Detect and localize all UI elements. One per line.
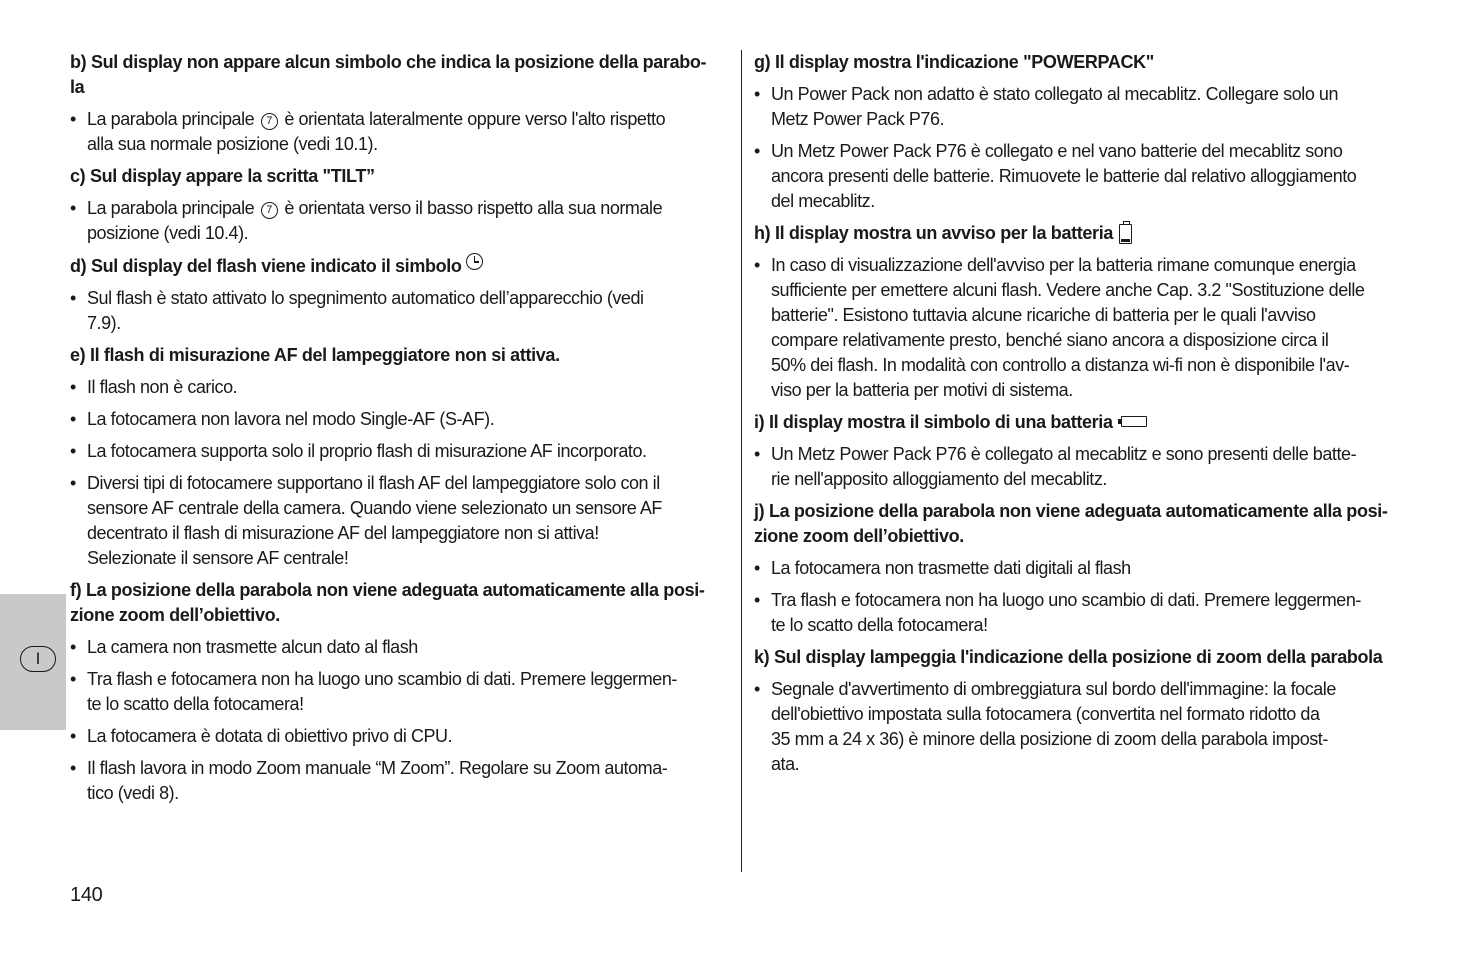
- left-column: [70, 50, 726, 813]
- text-line: sensore AF centrale della camera. Quando viene selezionato un sensore AF: [87, 498, 662, 518]
- text-line: Il flash lavora in modo Zoom manuale “M Zoom”. Regolare su Zoom automa-: [87, 758, 668, 778]
- column-divider: [741, 50, 742, 872]
- section-heading: [70, 343, 726, 368]
- text-line: La parabola principale 7 è orientata verso il basso rispetto alla sua normale: [87, 198, 663, 218]
- reference-number-icon: 7: [261, 113, 278, 130]
- text-line: g) Il display mostra l'indicazione "POWERPACK": [754, 52, 1154, 72]
- bullet: •: [70, 109, 76, 129]
- bullet: •: [70, 441, 76, 461]
- text-line: zione zoom dell’obiettivo.: [70, 605, 280, 625]
- text-line: Selezionate il sensore AF centrale!: [87, 548, 349, 568]
- text-line: te lo scatto della fotocamera!: [87, 694, 304, 714]
- text-line: e) Il flash di misurazione AF del lampeggiatore non si attiva.: [70, 345, 560, 365]
- text-line: zione zoom dell’obiettivo.: [754, 526, 964, 546]
- text-line: Un Metz Power Pack P76 è collegato e nel vano batterie del mecablitz sono: [771, 141, 1343, 161]
- text-line: alla sua normale posizione (vedi 10.1).: [87, 134, 378, 154]
- list-item: [754, 677, 1416, 777]
- list-item: [70, 407, 726, 432]
- text-line: Diversi tipi di fotocamere supportano il flash AF del lampeggiatore solo con il: [87, 473, 660, 493]
- bullet: •: [70, 288, 76, 308]
- text-line: h) Il display mostra un avviso per la batteria: [771, 221, 1416, 246]
- list-item: [754, 588, 1416, 638]
- section-heading: [754, 645, 1416, 670]
- list-item: [70, 667, 726, 717]
- text-line: d) Sul display del flash viene indicato il simbolo: [87, 253, 726, 279]
- bullet: •: [70, 409, 76, 429]
- list-item: [70, 471, 726, 571]
- list-item: [754, 556, 1416, 581]
- bullet: •: [754, 444, 760, 464]
- page-number: 140: [70, 884, 103, 906]
- text-line: Un Metz Power Pack P76 è collegato al mecablitz e sono presenti delle batte-: [771, 444, 1357, 464]
- text-line: viso per la batteria per motivi di sistema.: [771, 380, 1073, 400]
- text-line: rie nell'apposito alloggiamento del mecablitz.: [771, 469, 1107, 489]
- list-item: [70, 286, 726, 336]
- section-heading: [70, 578, 726, 628]
- reference-number-icon: 7: [261, 202, 278, 219]
- text-line: Tra flash e fotocamera non ha luogo uno scambio di dati. Premere leggermen-: [87, 669, 677, 689]
- right-column: [754, 50, 1416, 784]
- bullet: •: [70, 198, 76, 218]
- text-line: ancora presenti delle batterie. Rimuovete le batterie dal relativo alloggiamento: [771, 166, 1357, 186]
- bullet: •: [754, 84, 760, 104]
- text-line: sufficiente per emettere alcuni flash. Vedere anche Cap. 3.2 "Sostituzione delle: [771, 280, 1365, 300]
- list-item: [70, 724, 726, 749]
- list-item: [70, 635, 726, 660]
- bullet: •: [70, 669, 76, 689]
- language-badge: I: [20, 646, 56, 672]
- text-line: In caso di visualizzazione dell'avviso per la batteria rimane comunque energia: [771, 255, 1356, 275]
- list-item: [70, 375, 726, 400]
- bullet: •: [754, 679, 760, 699]
- text-line: 50% dei flash. In modalità con controllo a distanza wi-fi non è disponibile l'av-: [771, 355, 1350, 375]
- text-line: compare relativamente presto, benché siano ancora a disposizione circa il: [771, 330, 1329, 350]
- section-heading: [70, 253, 726, 279]
- bullet: •: [754, 590, 760, 610]
- list-item: [754, 253, 1416, 403]
- text-line: ata.: [771, 754, 800, 774]
- section-heading: [70, 164, 726, 189]
- text-line: decentrato il flash di misurazione AF del lampeggiatore non si attiva!: [87, 523, 599, 543]
- text-line: la: [70, 77, 85, 97]
- text-line: La fotocamera non trasmette dati digitali al flash: [771, 558, 1131, 578]
- list-item: [754, 139, 1416, 214]
- bullet: •: [754, 558, 760, 578]
- battery-icon: [1121, 416, 1147, 427]
- list-item: [70, 756, 726, 806]
- text-line: La fotocamera non lavora nel modo Single-AF (S-AF).: [87, 409, 495, 429]
- text-line: La parabola principale 7 è orientata lateralmente oppure verso l'alto rispetto: [87, 109, 666, 129]
- text-line: 35 mm a 24 x 36) è minore della posizione di zoom della parabola impost-: [771, 729, 1328, 749]
- bullet: •: [70, 637, 76, 657]
- clock-icon: [466, 253, 483, 270]
- bullet: •: [754, 141, 760, 161]
- text-line: La fotocamera è dotata di obiettivo privo di CPU.: [87, 726, 453, 746]
- text-line: k) Sul display lampeggia l'indicazione della posizione di zoom della parabola: [754, 647, 1383, 667]
- text-line: c) Sul display appare la scritta "TILT”: [70, 166, 375, 186]
- battery-low-icon: [1119, 224, 1132, 244]
- bullet: •: [70, 758, 76, 778]
- text-line: Segnale d'avvertimento di ombreggiatura sul bordo dell'immagine: la focale: [771, 679, 1336, 699]
- text-line: tico (vedi 8).: [87, 783, 179, 803]
- text-line: La fotocamera supporta solo il proprio flash di misurazione AF incorporato.: [87, 441, 647, 461]
- text-line: b) Sul display non appare alcun simbolo che indica la posizione della parabo-: [70, 52, 707, 72]
- section-heading: [754, 221, 1416, 246]
- list-item: [70, 196, 726, 246]
- text-line: Tra flash e fotocamera non ha luogo uno scambio di dati. Premere leggermen-: [771, 590, 1361, 610]
- text-line: j) La posizione della parabola non viene adeguata automaticamente alla posi-: [754, 501, 1388, 521]
- text-line: i) Il display mostra il simbolo di una batteria: [771, 410, 1416, 435]
- text-line: Un Power Pack non adatto è stato collegato al mecablitz. Collegare solo un: [771, 84, 1339, 104]
- bullet: •: [70, 473, 76, 493]
- section-heading: [70, 50, 726, 100]
- section-heading: [754, 410, 1416, 435]
- text-line: dell'obiettivo impostata sulla fotocamera (convertita nel formato ridotto da: [771, 704, 1320, 724]
- text-line: f) La posizione della parabola non viene adeguata automaticamente alla posi-: [70, 580, 705, 600]
- text-line: posizione (vedi 10.4).: [87, 223, 249, 243]
- text-line: Il flash non è carico.: [87, 377, 238, 397]
- list-item: [70, 439, 726, 464]
- bullet: •: [70, 377, 76, 397]
- text-line: te lo scatto della fotocamera!: [771, 615, 988, 635]
- list-item: [754, 82, 1416, 132]
- text-line: 7.9).: [87, 313, 121, 333]
- section-heading: [754, 50, 1416, 75]
- text-line: Sul flash è stato attivato lo spegnimento automatico dell’apparecchio (vedi: [87, 288, 644, 308]
- text-line: del mecablitz.: [771, 191, 875, 211]
- text-line: La camera non trasmette alcun dato al flash: [87, 637, 418, 657]
- text-line: batterie". Esistono tuttavia alcune ricariche di batteria per le quali l'avviso: [771, 305, 1316, 325]
- list-item: [70, 107, 726, 157]
- list-item: [754, 442, 1416, 492]
- bullet: •: [754, 255, 760, 275]
- section-heading: [754, 499, 1416, 549]
- bullet: •: [70, 726, 76, 746]
- text-line: Metz Power Pack P76.: [771, 109, 945, 129]
